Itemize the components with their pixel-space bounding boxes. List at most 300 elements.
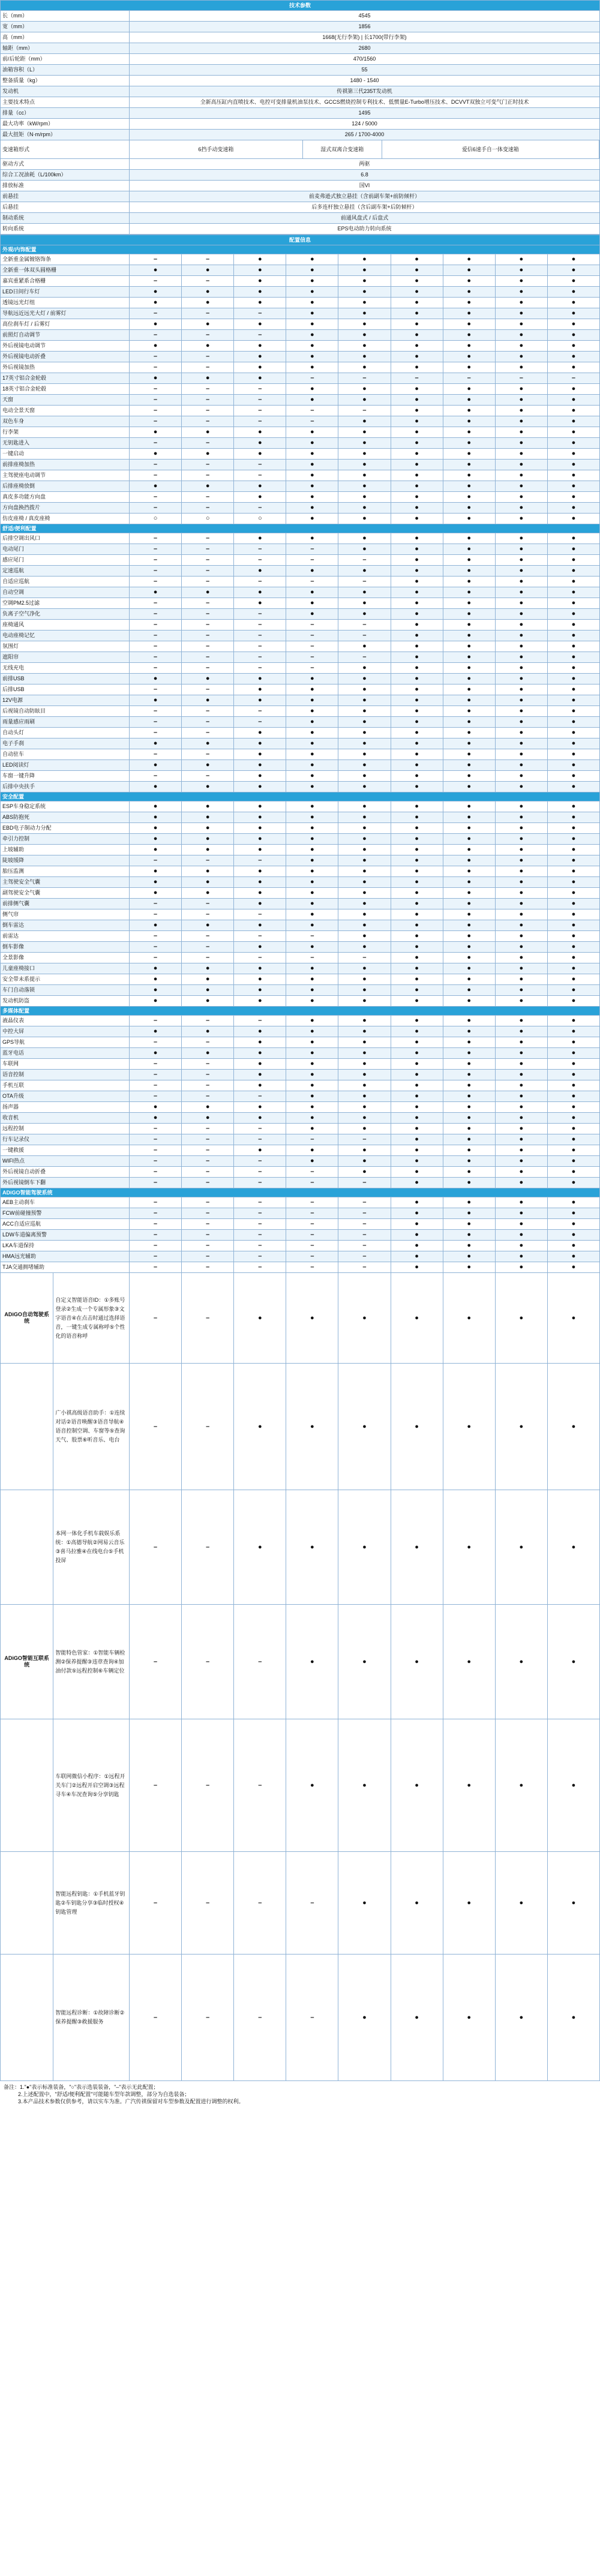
feature-value: ●: [495, 1208, 547, 1219]
feature-value: –: [234, 1251, 286, 1262]
feature-value: ●: [443, 449, 495, 460]
feature-label: 车联网: [1, 1059, 130, 1070]
feature-value: ●: [234, 728, 286, 738]
feature-label: 上坡辅助: [1, 845, 130, 855]
adigo-feature: 广小祺高级语音助手：①连续对话②语音唤醒③语音导航④语音控制空调、车窗等⑤查询天气、股票⑥听音乐、电台: [55, 1410, 125, 1443]
spec-value: 265 / 1700-4000: [130, 130, 600, 140]
feature-value: ●: [547, 1102, 599, 1113]
config-row: [1, 695, 600, 706]
feature-value: –: [130, 771, 182, 782]
feature-value: –: [338, 373, 391, 384]
section-header: [1, 245, 600, 254]
feature-value: ●: [130, 319, 182, 330]
feature-value: ●: [443, 899, 495, 909]
feature-value: ●: [443, 674, 495, 684]
feature-value: ●: [391, 663, 443, 674]
feature-value: ●: [443, 963, 495, 974]
feature-value: ●: [338, 438, 391, 449]
adigo-value: ●: [443, 1605, 495, 1719]
feature-label: 胎压监测: [1, 866, 130, 877]
feature-value: –: [130, 1059, 182, 1070]
config-row: [1, 481, 600, 492]
feature-value: ●: [547, 330, 599, 341]
feature-value: ●: [547, 1219, 599, 1230]
feature-value: ●: [182, 265, 234, 276]
feature-value: ●: [495, 953, 547, 963]
section-title: 多媒体配置: [1, 1007, 600, 1016]
feature-value: ●: [495, 1102, 547, 1113]
feature-value: ●: [495, 931, 547, 942]
feature-value: ●: [182, 695, 234, 706]
feature-label: 液晶仪表: [1, 1016, 130, 1026]
feature-label: LDW车道偏离预警: [1, 1230, 130, 1241]
feature-value: ●: [547, 909, 599, 920]
feature-value: –: [182, 276, 234, 287]
feature-value: –: [182, 577, 234, 587]
feature-value: ●: [286, 481, 338, 492]
feature-value: ●: [443, 1208, 495, 1219]
feature-value: ●: [547, 533, 599, 544]
feature-value: ●: [338, 514, 391, 524]
config-row: [1, 1178, 600, 1188]
feature-value: ●: [547, 460, 599, 470]
feature-value: ●: [234, 974, 286, 985]
feature-value: ●: [286, 985, 338, 996]
feature-value: ●: [391, 1156, 443, 1167]
feature-value: ●: [391, 706, 443, 717]
adigo-value: ●: [443, 1852, 495, 1954]
feature-value: –: [286, 406, 338, 416]
feature-label: LKA车道保持: [1, 1241, 130, 1251]
config-row: [1, 362, 600, 373]
feature-value: ●: [443, 706, 495, 717]
feature-value: –: [182, 641, 234, 652]
feature-value: –: [234, 931, 286, 942]
feature-value: ●: [443, 1091, 495, 1102]
feature-value: ●: [443, 738, 495, 749]
feature-value: ●: [182, 1048, 234, 1059]
feature-label: 蓝牙电话: [1, 1048, 130, 1059]
feature-value: ●: [338, 942, 391, 953]
feature-value: ●: [130, 845, 182, 855]
feature-value: ●: [391, 609, 443, 620]
config-row: [1, 373, 600, 384]
feature-value: ●: [495, 609, 547, 620]
feature-value: –: [286, 641, 338, 652]
feature-value: –: [286, 1262, 338, 1273]
feature-value: –: [182, 438, 234, 449]
feature-label: 透镜远光灯组: [1, 298, 130, 308]
config-row: [1, 620, 600, 631]
feature-value: –: [130, 470, 182, 481]
feature-value: ●: [234, 845, 286, 855]
adigo-value: ●: [338, 1605, 391, 1719]
config-row: [1, 308, 600, 319]
config-row: [1, 963, 600, 974]
spec-value: 前通风盘式 / 后盘式: [130, 213, 600, 224]
feature-value: ●: [547, 728, 599, 738]
adigo-value: –: [234, 1852, 286, 1954]
adigo-value: ●: [547, 1852, 599, 1954]
feature-value: ●: [547, 254, 599, 265]
feature-value: ●: [391, 1219, 443, 1230]
feature-value: ●: [391, 899, 443, 909]
spec-row: [1, 22, 600, 32]
feature-label: 外后视镜加热: [1, 362, 130, 373]
feature-value: ●: [443, 587, 495, 598]
spec-row: [1, 202, 600, 213]
feature-value: ●: [443, 298, 495, 308]
feature-value: –: [130, 1016, 182, 1026]
config-row: [1, 782, 600, 792]
feature-value: –: [182, 330, 234, 341]
spec-label: 最大扭矩（N·m/rpm）: [1, 130, 130, 140]
feature-value: –: [182, 406, 234, 416]
feature-value: ●: [234, 866, 286, 877]
feature-value: ●: [391, 877, 443, 888]
adigo-value: ●: [391, 1852, 443, 1954]
feature-value: –: [130, 254, 182, 265]
feature-value: ●: [391, 460, 443, 470]
adigo-value: ●: [547, 1273, 599, 1364]
feature-label: 主驾驶安全气囊: [1, 877, 130, 888]
feature-value: ●: [338, 1070, 391, 1080]
feature-value: ●: [391, 771, 443, 782]
feature-value: –: [495, 373, 547, 384]
feature-value: –: [130, 706, 182, 717]
feature-value: ●: [547, 738, 599, 749]
feature-value: ●: [443, 920, 495, 931]
feature-value: –: [182, 254, 234, 265]
adigo-group: ADiGO自动驾驶系统: [1, 1273, 53, 1363]
feature-value: ●: [234, 888, 286, 899]
feature-value: –: [338, 953, 391, 963]
feature-value: ●: [338, 877, 391, 888]
feature-label: LED日间行车灯: [1, 287, 130, 298]
feature-value: ●: [547, 406, 599, 416]
feature-value: ●: [443, 652, 495, 663]
spec-row: [1, 97, 600, 108]
feature-value: –: [182, 1091, 234, 1102]
config-row: [1, 728, 600, 738]
adigo-value: –: [234, 1719, 286, 1852]
feature-value: ●: [391, 695, 443, 706]
feature-label: 电子手刹: [1, 738, 130, 749]
feature-value: –: [130, 1251, 182, 1262]
feature-value: ●: [495, 1178, 547, 1188]
feature-value: –: [286, 620, 338, 631]
feature-value: –: [182, 620, 234, 631]
feature-value: –: [338, 631, 391, 641]
feature-value: –: [286, 1167, 338, 1178]
feature-value: ●: [391, 888, 443, 899]
feature-value: ●: [495, 695, 547, 706]
config-title: 配置信息: [1, 235, 600, 245]
feature-value: ●: [286, 877, 338, 888]
feature-value: ●: [495, 276, 547, 287]
feature-value: ●: [391, 1048, 443, 1059]
adigo-group: [1, 1490, 53, 1604]
feature-value: ●: [495, 760, 547, 771]
config-row: [1, 974, 600, 985]
feature-value: ●: [130, 298, 182, 308]
footnotes: [0, 2081, 600, 2107]
feature-value: –: [182, 1230, 234, 1241]
feature-value: ●: [130, 695, 182, 706]
spec-header-row: [1, 1, 600, 11]
feature-value: –: [338, 1219, 391, 1230]
feature-value: –: [234, 395, 286, 406]
feature-value: ●: [547, 812, 599, 823]
feature-label: 空调PM2.5过滤: [1, 598, 130, 609]
feature-label: 17英寸铝合金轮毂: [1, 373, 130, 384]
feature-value: ●: [286, 782, 338, 792]
feature-value: ●: [391, 834, 443, 845]
feature-value: ●: [391, 728, 443, 738]
spec-row: [1, 54, 600, 65]
feature-value: ●: [338, 695, 391, 706]
feature-value: ●: [286, 684, 338, 695]
feature-label: 双色车身: [1, 416, 130, 427]
feature-value: –: [130, 1156, 182, 1167]
feature-value: ●: [391, 470, 443, 481]
adigo-value: ●: [547, 1490, 599, 1605]
feature-value: ●: [234, 749, 286, 760]
feature-value: ●: [130, 823, 182, 834]
feature-value: ●: [234, 1102, 286, 1113]
adigo-value: –: [182, 1490, 234, 1605]
feature-value: ●: [391, 1059, 443, 1070]
config-row: [1, 384, 600, 395]
feature-value: –: [286, 1251, 338, 1262]
feature-value: –: [286, 555, 338, 566]
feature-value: ●: [338, 760, 391, 771]
feature-label: 后视镜自动防眩目: [1, 706, 130, 717]
feature-value: ●: [443, 749, 495, 760]
feature-value: ●: [547, 620, 599, 631]
feature-value: –: [182, 684, 234, 695]
feature-value: –: [234, 717, 286, 728]
feature-value: –: [130, 684, 182, 695]
feature-value: ●: [130, 760, 182, 771]
feature-value: ●: [234, 812, 286, 823]
feature-value: ●: [286, 1059, 338, 1070]
feature-value: ●: [495, 749, 547, 760]
feature-value: ●: [443, 1113, 495, 1124]
feature-value: ●: [391, 406, 443, 416]
feature-value: ●: [286, 587, 338, 598]
feature-value: ●: [443, 855, 495, 866]
adigo-label-cell: [1, 1273, 130, 1364]
feature-value: –: [338, 406, 391, 416]
feature-value: ●: [338, 749, 391, 760]
feature-value: –: [130, 276, 182, 287]
feature-value: –: [234, 406, 286, 416]
feature-value: ●: [547, 641, 599, 652]
feature-value: –: [130, 1178, 182, 1188]
feature-value: ●: [443, 1230, 495, 1241]
config-row: [1, 738, 600, 749]
feature-value: –: [130, 384, 182, 395]
feature-label: 全新重金属镀铬饰条: [1, 254, 130, 265]
feature-value: –: [182, 706, 234, 717]
feature-value: ●: [286, 888, 338, 899]
feature-value: ●: [391, 1102, 443, 1113]
feature-value: ●: [443, 1167, 495, 1178]
config-row: [1, 641, 600, 652]
config-row: [1, 1262, 600, 1273]
feature-value: ●: [338, 492, 391, 503]
feature-value: ●: [495, 845, 547, 855]
spec-label: 油箱容积（L）: [1, 65, 130, 76]
feature-value: ●: [495, 406, 547, 416]
feature-value: ●: [338, 1102, 391, 1113]
feature-value: ●: [443, 1145, 495, 1156]
feature-value: ●: [391, 1197, 443, 1208]
feature-value: ●: [547, 920, 599, 931]
feature-value: ●: [495, 254, 547, 265]
feature-value: –: [130, 533, 182, 544]
feature-label: 主驾驶座电动调节: [1, 470, 130, 481]
feature-value: –: [443, 373, 495, 384]
adigo-value: ●: [338, 1273, 391, 1364]
feature-value: ●: [234, 684, 286, 695]
feature-value: ●: [443, 942, 495, 953]
feature-value: ●: [495, 395, 547, 406]
feature-value: ●: [286, 974, 338, 985]
adigo-value: ●: [391, 1954, 443, 2081]
feature-value: –: [182, 1197, 234, 1208]
feature-value: ●: [443, 287, 495, 298]
feature-value: –: [338, 1197, 391, 1208]
adigo-value: ●: [391, 1490, 443, 1605]
feature-label: 电动尾门: [1, 544, 130, 555]
feature-label: 外后视镜自动折叠: [1, 1167, 130, 1178]
config-row: [1, 587, 600, 598]
config-row: [1, 609, 600, 620]
feature-value: ●: [547, 866, 599, 877]
config-row: [1, 427, 600, 438]
feature-value: ●: [547, 771, 599, 782]
feature-value: ●: [338, 684, 391, 695]
feature-value: ●: [391, 866, 443, 877]
config-row: [1, 663, 600, 674]
feature-value: ●: [182, 963, 234, 974]
config-row: [1, 577, 600, 587]
feature-label: 安全带未系提示: [1, 974, 130, 985]
adigo-value: ●: [495, 1852, 547, 1954]
adigo-label-cell: [1, 1364, 130, 1490]
feature-value: –: [130, 609, 182, 620]
feature-value: ●: [495, 352, 547, 362]
adigo-value: –: [130, 1719, 182, 1852]
adigo-group: [1, 1954, 53, 2080]
feature-value: ●: [547, 674, 599, 684]
feature-value: ●: [547, 577, 599, 587]
feature-value: ●: [443, 330, 495, 341]
feature-value: ●: [443, 695, 495, 706]
feature-label: 12V电源: [1, 695, 130, 706]
config-row: [1, 470, 600, 481]
feature-value: ●: [286, 1113, 338, 1124]
feature-value: ●: [495, 652, 547, 663]
feature-value: ●: [495, 587, 547, 598]
feature-value: –: [130, 566, 182, 577]
feature-value: ●: [391, 481, 443, 492]
feature-value: –: [338, 1230, 391, 1241]
feature-value: ●: [391, 308, 443, 319]
feature-value: –: [130, 652, 182, 663]
adigo-group: [1, 1364, 53, 1490]
feature-value: ●: [234, 1145, 286, 1156]
feature-value: ●: [130, 481, 182, 492]
feature-value: ●: [443, 438, 495, 449]
feature-value: ●: [547, 438, 599, 449]
config-row: [1, 631, 600, 641]
feature-value: ●: [182, 760, 234, 771]
spec-row: [1, 170, 600, 181]
feature-value: ●: [391, 1016, 443, 1026]
adigo-feature: 智能特色管家：①智能车辆检测②保养提醒③违章查询④加油付款⑤远程控制⑥车辆定位: [55, 1649, 125, 1674]
feature-value: ●: [286, 609, 338, 620]
adigo-value: ●: [286, 1273, 338, 1364]
adigo-value: ●: [391, 1605, 443, 1719]
adigo-value: –: [234, 1605, 286, 1719]
feature-value: ●: [443, 1070, 495, 1080]
feature-value: ●: [286, 319, 338, 330]
config-row: [1, 1230, 600, 1241]
feature-value: ●: [338, 276, 391, 287]
config-row: [1, 706, 600, 717]
feature-value: ●: [547, 384, 599, 395]
feature-value: ●: [130, 265, 182, 276]
feature-value: ●: [234, 265, 286, 276]
feature-value: –: [182, 460, 234, 470]
feature-value: ●: [286, 771, 338, 782]
config-row: [1, 330, 600, 341]
feature-value: ●: [182, 674, 234, 684]
feature-value: ●: [547, 1178, 599, 1188]
feature-value: ●: [443, 427, 495, 438]
feature-value: ●: [495, 728, 547, 738]
feature-value: ●: [234, 352, 286, 362]
feature-value: ●: [443, 684, 495, 695]
feature-value: –: [234, 308, 286, 319]
feature-value: ●: [130, 996, 182, 1007]
feature-value: ●: [547, 555, 599, 566]
feature-value: –: [182, 1219, 234, 1230]
feature-value: ●: [391, 533, 443, 544]
feature-value: ●: [286, 1026, 338, 1037]
feature-label: WIFI热点: [1, 1156, 130, 1167]
feature-value: ●: [391, 1178, 443, 1188]
feature-value: ●: [547, 308, 599, 319]
feature-value: –: [286, 373, 338, 384]
adigo-value: –: [182, 1273, 234, 1364]
adigo-row: [1, 1719, 600, 1852]
feature-label: 遮阳帘: [1, 652, 130, 663]
feature-value: –: [234, 1197, 286, 1208]
feature-value: –: [130, 308, 182, 319]
feature-value: ●: [234, 942, 286, 953]
feature-value: ●: [443, 1251, 495, 1262]
feature-label: 发动机防盗: [1, 996, 130, 1007]
feature-value: –: [338, 577, 391, 587]
feature-value: –: [182, 749, 234, 760]
config-row: [1, 460, 600, 470]
feature-value: ●: [130, 1048, 182, 1059]
feature-label: ESP车身稳定系统: [1, 801, 130, 812]
